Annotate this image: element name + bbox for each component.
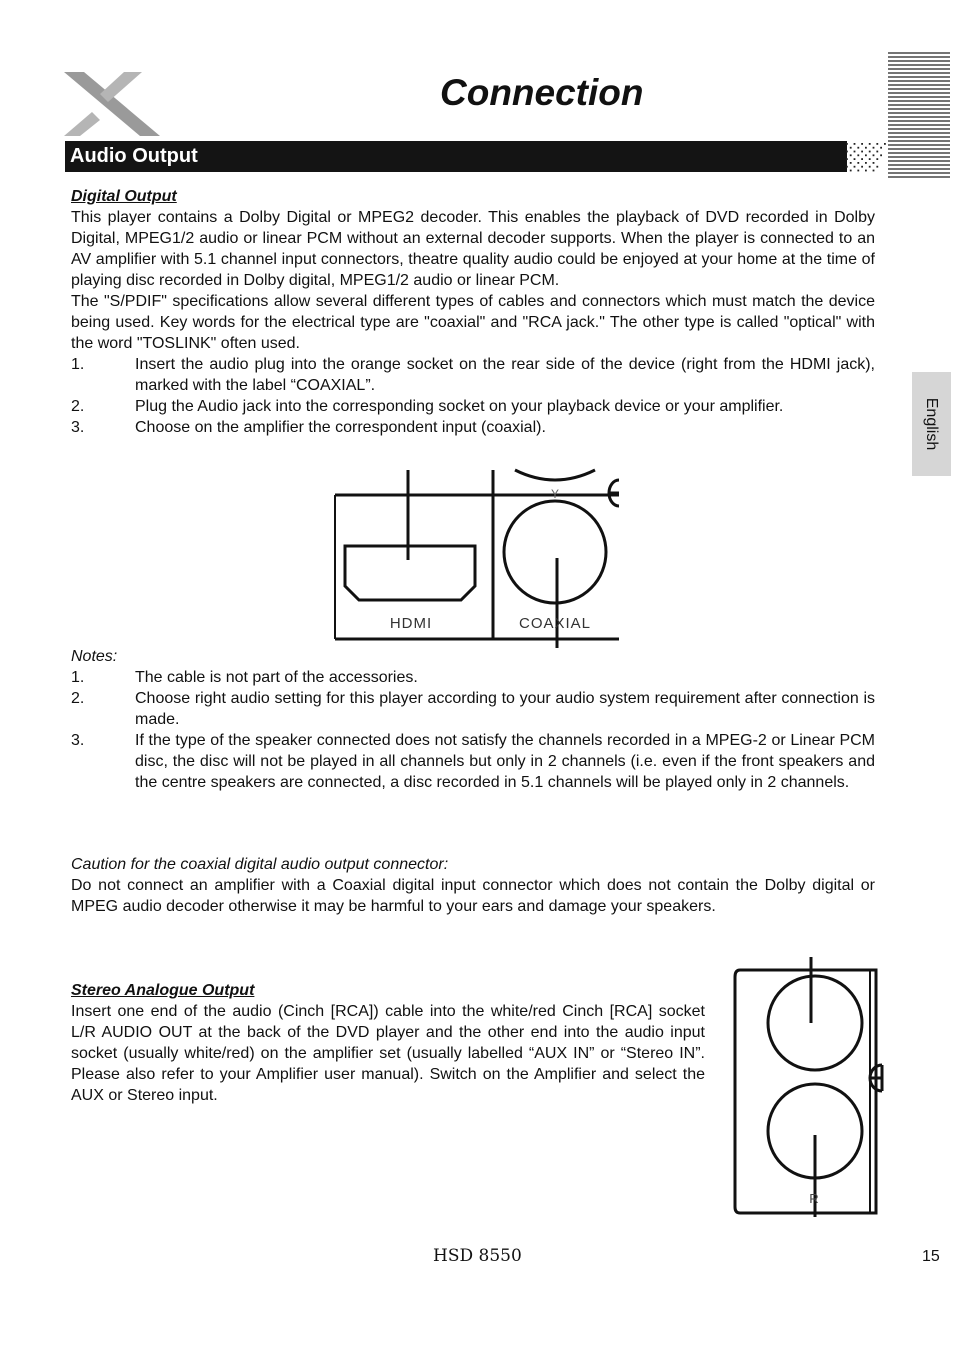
decorative-stripes — [888, 52, 950, 180]
list-item — [71, 396, 875, 417]
list-item — [71, 688, 875, 730]
brand-logo — [62, 70, 162, 138]
digital-output-paragraph-2: The "S/PDIF" specifications allow several different types of cables and connectors which must match the device being used. Key words for the electrical type are "coaxial" and "RCA jack." The other type is called "optical" with the word "TOSLINK" often used. — [71, 293, 875, 352]
pattern-dot — [854, 143, 856, 145]
pattern-dot — [869, 166, 871, 168]
pattern-dot — [880, 147, 882, 149]
hdmi-label: HDMI — [389, 615, 433, 632]
pattern-dot — [873, 147, 875, 149]
stereo-output-text: Insert one end of the audio (Cinch [RCA]) cable into the white/red Cinch [RCA] socket L/R AUDIO OUT at the back of the DVD player and the other end into the audio input socket (usually white/red) on the amplifier set (usually labelled “AUX IN” or “Stereo IN”. Please also refer to your Amplifier user manual). Switch on the Amplifier and select the AUX or Stereo input. — [71, 1003, 705, 1104]
digital-output-paragraph-1: This player contains a Dolby Digital or MPEG2 decoder. This enables the playback of DVD recorded in Dolby Digital, MPEG1/2 audio or linear PCM without an external decoder supports. When the player is connected to an AV amplifier with 5.1 channel input connectors, theatre quality audio could be enjoyed at your home at the time of playing disc recorded in Dolby digital, MPEG1/2 audio or linear PCM. — [71, 209, 875, 289]
pattern-dot — [876, 166, 878, 168]
digital-output-section — [71, 186, 875, 438]
right-channel-label: R — [809, 1191, 819, 1206]
digital-steps-list — [71, 354, 875, 438]
pattern-dot — [846, 158, 848, 160]
stereo-output-heading: Stereo Analogue Output — [71, 982, 255, 999]
pattern-dot — [865, 147, 867, 149]
notes-section — [71, 646, 875, 793]
pattern-dot — [880, 154, 882, 156]
pattern-dot — [873, 170, 875, 172]
digital-output-heading: Digital Output — [71, 188, 177, 205]
notes-heading: Notes: — [71, 648, 118, 665]
caution-section — [71, 854, 875, 917]
list-number: 2. — [71, 690, 85, 707]
pattern-dot — [873, 154, 875, 156]
pattern-dot — [857, 162, 859, 164]
pattern-dot — [861, 143, 863, 145]
pattern-dot — [846, 166, 848, 168]
caution-heading: Caution for the coaxial digital audio output connector: — [71, 856, 449, 873]
pattern-dot — [861, 158, 863, 160]
pattern-dot — [857, 147, 859, 149]
list-text: The cable is not part of the accessories. — [135, 669, 418, 686]
pattern-dot — [854, 151, 856, 153]
pattern-dot — [876, 143, 878, 145]
section-title: Audio Output — [70, 145, 198, 167]
language-label: English — [923, 397, 940, 451]
pattern-dot — [865, 162, 867, 164]
notes-list — [71, 667, 875, 793]
pattern-dot — [850, 170, 852, 172]
list-text: Choose right audio setting for this player according to your audio system requirement after connection is made. — [135, 690, 875, 728]
list-item — [71, 354, 875, 396]
pattern-dot — [873, 162, 875, 164]
pattern-dot — [861, 151, 863, 153]
hdmi-coaxial-diagram — [333, 468, 621, 650]
coaxial-label: COAXIAL — [518, 615, 592, 632]
list-item — [71, 417, 875, 438]
list-number: 3. — [71, 732, 85, 749]
list-number: 1. — [71, 356, 85, 373]
pattern-dot — [869, 158, 871, 160]
pattern-dot — [846, 143, 848, 145]
rca-stereo-diagram — [730, 955, 886, 1220]
decorative-dot-pattern — [842, 141, 886, 172]
list-number: 3. — [71, 419, 85, 436]
pattern-dot — [876, 158, 878, 160]
pattern-dot — [865, 154, 867, 156]
pattern-dot — [846, 151, 848, 153]
caution-text: Do not connect an amplifier with a Coaxial digital input connector which does not contain the Dolby digital or MPEG audio decoder otherwise it may be harmful to your ears and damage your speakers. — [71, 877, 875, 915]
pattern-dot — [884, 143, 886, 145]
pattern-dot — [857, 170, 859, 172]
pattern-dot — [861, 166, 863, 168]
pattern-dot — [854, 158, 856, 160]
page-title: Connection — [440, 72, 644, 113]
list-text: Insert the audio plug into the orange socket on the rear side of the device (right from the HDMI jack), marked with the label “COAXIAL”. — [135, 356, 875, 394]
diagram-top-label: Y — [550, 487, 560, 501]
pattern-dot — [854, 166, 856, 168]
list-text: If the type of the speaker connected does not satisfy the channels recorded in a MPEG-2 or Linear PCM disc, the disc will not be played in all channels but only in 2 channels (i.e. even if the front speakers and the centre speakers are connected, a disc recorded in 5.1 channels will be played only in 2 channels. — [135, 732, 875, 791]
list-item — [71, 730, 875, 793]
list-number: 1. — [71, 669, 85, 686]
pattern-dot — [876, 151, 878, 153]
pattern-dot — [869, 151, 871, 153]
list-number: 2. — [71, 398, 85, 415]
pattern-dot — [850, 154, 852, 156]
page-number: 15 — [922, 1248, 940, 1265]
stereo-output-section — [71, 980, 705, 1106]
pattern-dot — [850, 147, 852, 149]
model-name: HSD 8550 — [433, 1246, 522, 1266]
pattern-dot — [865, 170, 867, 172]
pattern-dot — [850, 162, 852, 164]
pattern-dot — [869, 143, 871, 145]
list-item — [71, 667, 875, 688]
pattern-dot — [857, 154, 859, 156]
list-text: Choose on the amplifier the correspondent input (coaxial). — [135, 419, 546, 436]
list-text: Plug the Audio jack into the corresponding socket on your playback device or your amplifier. — [135, 398, 784, 415]
